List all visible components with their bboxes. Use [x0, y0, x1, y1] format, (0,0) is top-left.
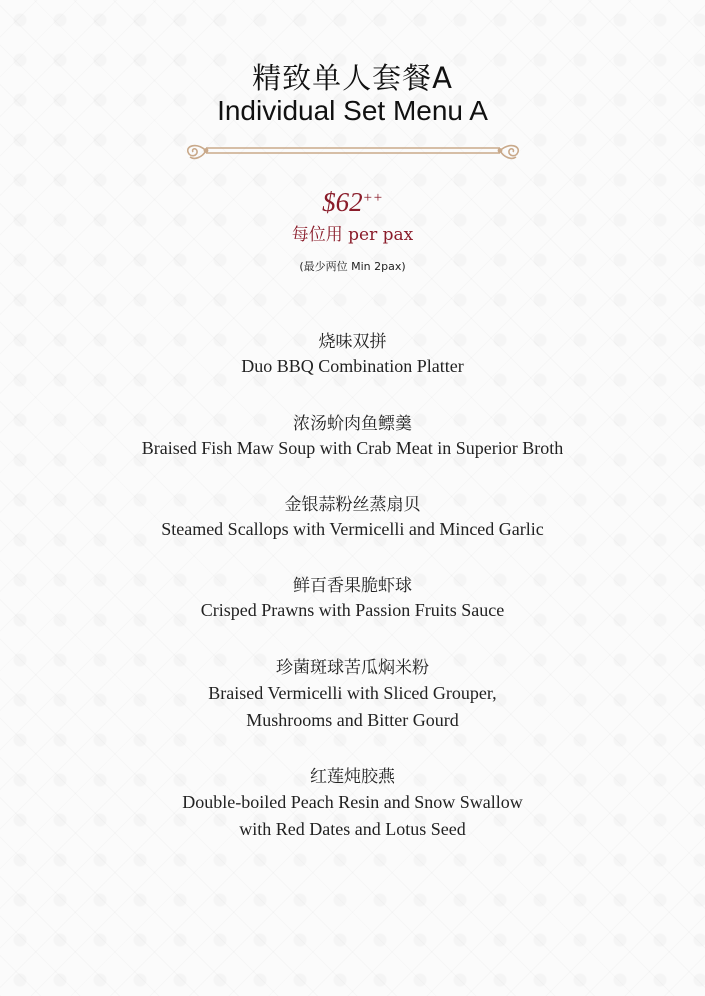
dish-name-english: Braised Vermicelli with Sliced Grouper, — [208, 683, 497, 703]
price — [0, 187, 705, 218]
price-amount: $62 — [322, 187, 363, 217]
price-suffix: ++ — [362, 190, 383, 206]
menu-title-english: Individual Set Menu A — [217, 95, 488, 126]
dish-name-english: Steamed Scallops with Vermicelli and Minced Garlic — [161, 519, 544, 539]
dish-name-chinese: 烧味双拼 — [318, 332, 387, 352]
dish-name-english: Crisped Prawns with Passion Fruits Sauce — [200, 600, 505, 620]
menu-title-chinese: 精致单人套餐A — [252, 61, 453, 95]
dish-name-chinese: 珍菌斑球苦瓜焖米粉 — [276, 658, 429, 678]
dish-name-chinese: 金银蒜粉丝蒸扇贝 — [284, 495, 421, 515]
dish-name-chinese: 鲜百香果脆虾球 — [293, 576, 412, 596]
minimum-pax-note: (最少两位 Min 2pax) — [299, 260, 406, 273]
dish-name-english: Mushrooms and Bitter Gourd — [246, 710, 459, 730]
dish-name-english: with Red Dates and Lotus Seed — [239, 819, 466, 839]
per-pax-label: 每位用 per pax — [291, 225, 414, 245]
ornamental-divider — [182, 138, 524, 164]
dish-name-english: Double-boiled Peach Resin and Snow Swallow — [182, 792, 523, 812]
dish-name-english: Duo BBQ Combination Platter — [241, 356, 464, 376]
dish-name-english: Braised Fish Maw Soup with Crab Meat in Superior Broth — [141, 438, 564, 458]
dish-name-chinese: 浓汤蚧肉鱼鳔羹 — [293, 414, 412, 434]
dish-name-chinese: 红莲炖胶燕 — [310, 767, 395, 787]
